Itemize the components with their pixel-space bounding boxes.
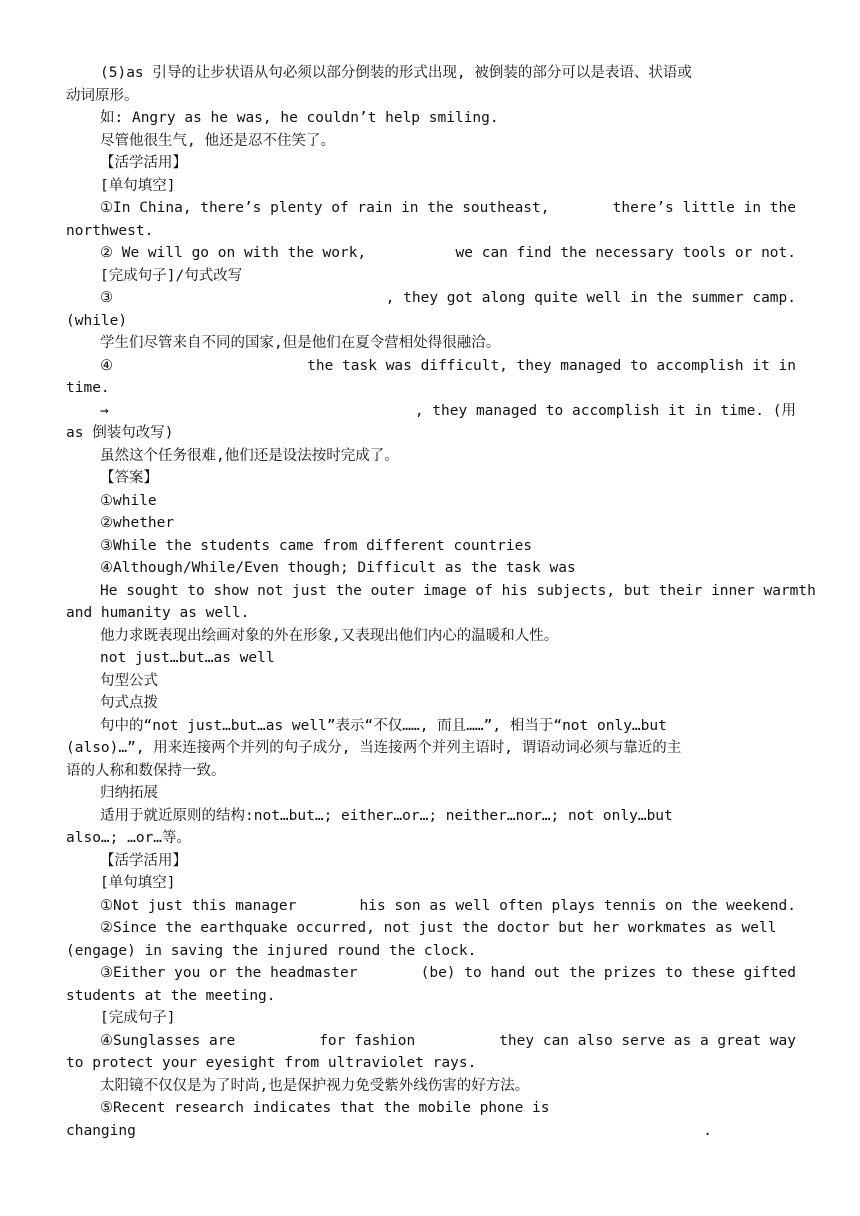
rule-line-1: (5)as 引导的让步状语从句必须以部分倒装的形式出现, 被倒装的部分可以是表语、状语或	[100, 65, 692, 81]
question-3-translation: 学生们尽管来自不同的国家,但是他们在夏令营相处得很融洽。	[100, 335, 501, 351]
question-2-line	[66, 242, 796, 265]
question-3-hint: (while)	[66, 312, 128, 329]
question-5-line	[66, 1120, 796, 1143]
question-4-part-d: to protect your eyesight from ultraviolet rays.	[66, 1055, 477, 1071]
answer-4: ④Although/While/Even though; Difficult as the task was	[100, 560, 576, 576]
question-3-part-b: , they got along quite well in the summer camp.	[385, 290, 796, 306]
question-4-part-e: as 倒装句改写)	[66, 425, 174, 441]
question-4-part-a: ④Sunglasses are	[100, 1032, 236, 1049]
tips-heading: 句式点拨	[100, 695, 158, 711]
question-4-part-b: for fashion	[319, 1032, 416, 1049]
question-3-part-c: students at the meeting.	[66, 987, 276, 1004]
answers-1	[66, 467, 796, 580]
exercise-2	[66, 850, 796, 1143]
question-3-line	[66, 962, 796, 985]
rule-example-cn: 尽管他很生气, 他还是忍不住笑了。	[100, 132, 335, 149]
question-2-part-a: ②Since the earthquake occurred, not just the doctor but her workmates as well	[100, 920, 777, 936]
answer-1: ①while	[100, 492, 157, 509]
question-5-part-b: changing	[66, 1122, 136, 1139]
key-sentence-en-1: He sought to show not just the outer image of his subjects, but their inner warmth	[100, 582, 816, 599]
summary-line-2: also…; …or…等。	[66, 830, 192, 846]
key-sentence-en-2: and humanity as well.	[66, 605, 250, 621]
exercise-heading: 【活学活用】	[100, 852, 187, 869]
complete-sentence-heading: [完成句子]	[100, 1010, 176, 1026]
question-2-part-a: ② We will go on with the work,	[100, 245, 367, 261]
question-5-part-a: ⑤Recent research indicates that the mobile phone is	[100, 1100, 550, 1116]
formula-heading: 句型公式	[100, 672, 158, 689]
arrow-icon: →	[100, 402, 109, 419]
sentence-pattern: not just…but…as well	[100, 650, 275, 666]
question-1-line	[66, 197, 796, 220]
key-sentence-cn: 他力求既表现出绘画对象的外在形象,又表现出他们内心的温暖和人性。	[100, 627, 559, 644]
answer-2: ②whether	[100, 515, 175, 531]
question-1-part-b: his son as well often plays tennis on the weekend.	[359, 897, 796, 914]
question-4-part-a: ④	[100, 357, 113, 374]
question-1-part-b: there’s little in the	[612, 200, 796, 216]
question-4-translation: 太阳镜不仅仅是为了时尚,也是保护视力免受紫外线伤害的好方法。	[100, 1077, 530, 1094]
rule-line-2: 动词原形。	[66, 87, 139, 104]
question-4-rewrite-line	[66, 400, 796, 423]
summary-line-1: 适用于就近原则的结构:not…but…; either…or…; neither…nor…; not only…but	[100, 807, 673, 824]
answers-heading: 【答案】	[100, 470, 158, 486]
tips-line-3: 语的人称和数保持一致。	[66, 762, 226, 779]
question-5-part-c: .	[703, 1122, 712, 1139]
tips-line-1: 句中的“not just…but…as well”表示“不仅……, 而且……”, 相当于“not only…but	[100, 717, 667, 734]
rule-example-en: 如: Angry as he was, he couldn’t help smiling.	[100, 110, 499, 126]
question-4-part-b: the task was difficult, they managed to accomplish it in	[307, 357, 796, 374]
question-3-line	[66, 287, 796, 310]
question-4-part-c: time.	[66, 380, 110, 396]
answer-3: ③While the students came from different countries	[100, 537, 533, 554]
question-4-line	[66, 1030, 796, 1053]
question-3-part-a: ③	[100, 290, 113, 306]
key-sentence-section	[66, 580, 816, 850]
exercise-heading: 【活学活用】	[100, 155, 187, 171]
question-4-part-d: , they managed to accomplish it in time. (用	[414, 402, 796, 419]
document-page	[66, 62, 816, 1142]
question-1-part-a: ①In China, there’s plenty of rain in the southeast,	[100, 200, 550, 216]
complete-sentence-heading: [完成句子]/句式改写	[100, 267, 243, 284]
exercise-1	[66, 152, 796, 467]
question-1-part-a: ①Not just this manager	[100, 897, 297, 914]
question-3-part-b: (be) to hand out the prizes to these gifted	[420, 965, 796, 981]
fill-blank-heading: [单句填空]	[100, 177, 176, 194]
question-2-part-b: we can find the necessary tools or not.	[455, 245, 796, 261]
tips-line-2: (also)…”, 用来连接两个并列的句子成分, 当连接两个并列主语时, 谓语动词必须与靠近的主	[66, 740, 682, 756]
question-4-part-c: they can also serve as a great way	[499, 1032, 796, 1049]
as-rule-section	[66, 62, 796, 152]
summary-heading: 归纳拓展	[100, 785, 158, 801]
question-4-translation: 虽然这个任务很难,他们还是设法按时完成了。	[100, 447, 399, 464]
question-2-part-b: (engage) in saving the injured round the clock.	[66, 942, 477, 959]
question-3-part-a: ③Either you or the headmaster	[100, 965, 358, 981]
question-1-line	[66, 895, 796, 918]
question-4-line	[66, 355, 796, 378]
question-1-part-c: northwest.	[66, 222, 154, 239]
fill-blank-heading: [单句填空]	[100, 875, 176, 891]
